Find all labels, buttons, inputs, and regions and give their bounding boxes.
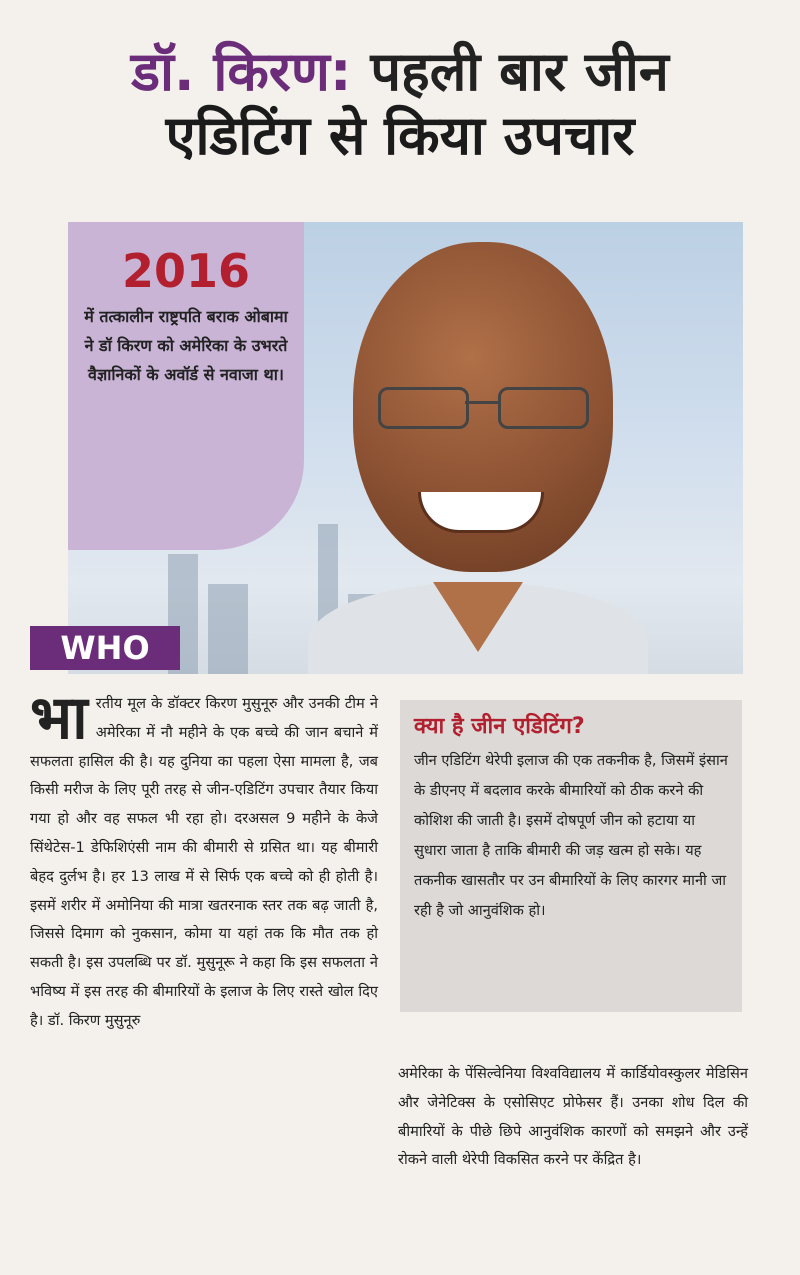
- sidebar-box-title: क्या है जीन एडिटिंग?: [414, 714, 585, 739]
- headline-line-1-rest: पहली बार जीन: [370, 40, 669, 103]
- headline-name: डॉ. किरण:: [131, 40, 352, 103]
- headline-line-2: एडिटिंग से किया उपचार: [165, 103, 635, 167]
- skyline-building: [208, 584, 248, 674]
- award-callout: [68, 222, 304, 550]
- award-year: 2016: [121, 244, 251, 298]
- article-left-text: रतीय मूल के डॉक्टर किरण मुसुनूरु और उनकी टीम ने अमेरिका में नौ महीने के एक बच्चे की जान बचाने में सफलता हासिल की है। यह दुनिया का पहला ऐसा मामला है, जब किसी मरीज के लिए पूरी तरह से जीन-एडिटिंग उपचार तैयार किया गया हो और वह सफल भी रहा हो। दरअसल 9 महीने के केजे सिंथेटेस-1 डेफिशिएंसी नाम की बीमारी से ग्रसित था। यह बीमारी बेहद दुर्लभ है। हर 13 लाख में से सिर्फ एक बच्चे को ही होती है। इसमें शरीर में अमोनिया की मात्रा खतरनाक स्तर तक बढ़ जाती है, जिससे दिमाग को नुकसान, कोमा या यहां तक कि मौत तक हो सकती है। इस उपलब्धि पर डॉ. मुसुनूरू ने कहा कि इस सफलता ने भविष्य में इस तरह की बीमारियों के इलाज के लिए रास्ते खोल दिए है। डॉ. किरण मुसुनूरु: [30, 695, 378, 1029]
- sidebar-box-text: जीन एडिटिंग थेरेपी इलाज की एक तकनीक है, जिसमें इंसान के डीएनए में बदलाव करके बीमारियों को ठीक करने की कोशिश की जाती है। इसमें दोषपूर्ण जीन को हटाया या सुधारा जाता है ताकि बीमारी की जड़ खत्म हो सके। यह तकनीक खासतौर पर उन बीमारियों के लिए कारगर मानी जा रही है जो आनुवंशिक हो।: [414, 752, 728, 919]
- sidebar-box: [400, 700, 742, 1012]
- award-text: में तत्कालीन राष्ट्रपति बराक ओबामा ने डॉ किरण को अमेरिका के उभरते वैज्ञानिकों के अवॉर्ड से नवाजा था।: [84, 307, 288, 384]
- headline: [0, 40, 800, 167]
- headline-line-1: [0, 40, 800, 104]
- who-label: WHO: [30, 626, 180, 670]
- glasses-icon: [368, 387, 608, 427]
- article-left-column: [30, 683, 378, 1036]
- article-right-column: अमेरिका के पेंसिल्वेनिया विश्वविद्यालय में कार्डियोवस्कुलर मेडिसिन और जेनेटिक्स के एसोसिएट प्रोफेसर हैं। उनका शोध दिल की बीमारियों के पीछे छिपे आनुवंशिक कारणों को समझने और उन्हें रोकने वाली थेरेपी विकसित करने पर केंद्रित है।: [398, 1065, 748, 1169]
- article-dropcap: भा: [30, 683, 88, 753]
